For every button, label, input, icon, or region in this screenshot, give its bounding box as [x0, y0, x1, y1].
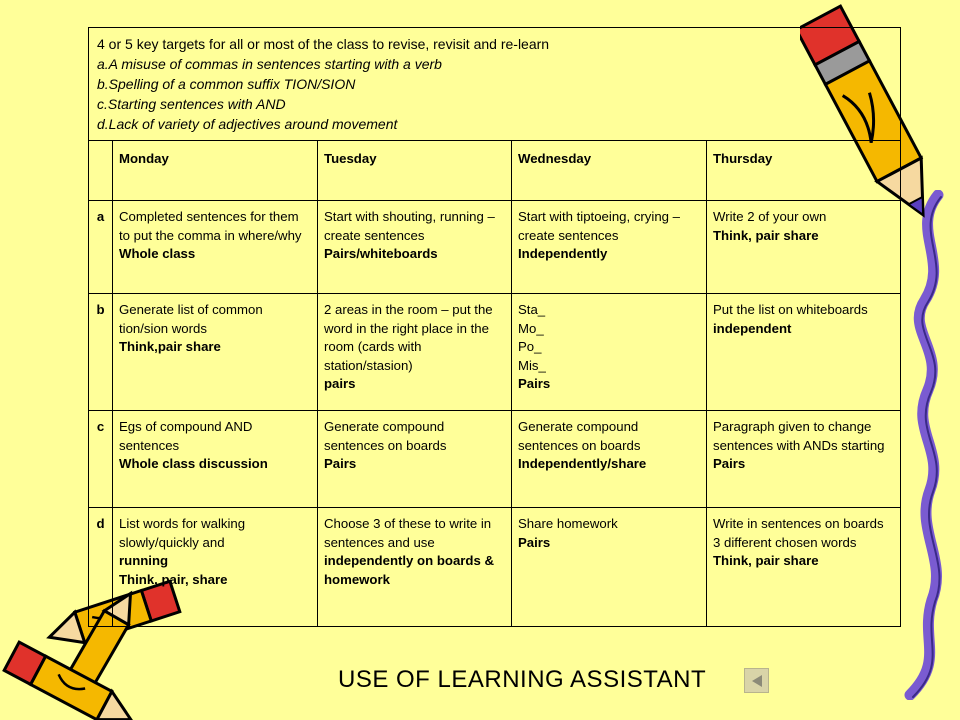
table-cell: Share homework Pairs	[512, 508, 707, 627]
table-cell: Generate compound sentences on boards Pairs	[318, 411, 512, 508]
table-cell: Put the list on whiteboards independent	[707, 294, 901, 411]
target-c: c.Starting sentences with AND	[97, 96, 286, 112]
day-header-tuesday: Tuesday	[318, 141, 512, 201]
table-cell: Write in sentences on boards 3 different chosen words Think, pair share	[707, 508, 901, 627]
row-label: c	[89, 411, 113, 508]
table-cell: Sta_ Mo_ Po_ Mis_ Pairs	[512, 294, 707, 411]
table-cell: 2 areas in the room – put the word in the right place in the room (cards with station/stasion) pairs	[318, 294, 512, 411]
row-label: b	[89, 294, 113, 411]
table-row	[89, 411, 901, 508]
back-button[interactable]	[744, 668, 769, 693]
table-row	[89, 201, 901, 294]
table-cell: Completed sentences for them to put the comma in where/why Whole class	[113, 201, 318, 294]
table-row	[89, 294, 901, 411]
table-cell: Start with tiptoeing, crying – create sentences Independently	[512, 201, 707, 294]
table-cell: Paragraph given to change sentences with ANDs starting Pairs	[707, 411, 901, 508]
day-header-monday: Monday	[113, 141, 318, 201]
table-cell: Write 2 of your own Think, pair share	[707, 201, 901, 294]
day-header-wednesday: Wednesday	[512, 141, 707, 201]
row-label: d	[89, 508, 113, 627]
targets-cell	[89, 28, 901, 141]
target-b: b.Spelling of a common suffix TION/SION	[97, 76, 356, 92]
table-cell: Generate compound sentences on boards Independently/share	[512, 411, 707, 508]
target-d: d.Lack of variety of adjectives around movement	[97, 116, 398, 132]
table-cell: Choose 3 of these to write in sentences and use independently on boards & homework	[318, 508, 512, 627]
target-a: a.A misuse of commas in sentences starting with a verb	[97, 56, 442, 72]
days-header-row	[89, 141, 901, 201]
table-cell: List words for walking slowly/quickly and running Think, pair, share	[113, 508, 318, 627]
table-row	[89, 508, 901, 627]
slide-footer-title: USE OF LEARNING ASSISTANT	[338, 666, 707, 693]
table-cell: Start with shouting, running – create sentences Pairs/whiteboards	[318, 201, 512, 294]
header-corner	[89, 141, 113, 201]
intro-row	[89, 28, 901, 141]
targets-heading: 4 or 5 key targets for all or most of the class to revise, revisit and re-learn	[97, 36, 550, 52]
table-cell: Generate list of common tion/sion words Think,pair share	[113, 294, 318, 411]
row-label: a	[89, 201, 113, 294]
lesson-plan-table	[88, 27, 901, 627]
table-cell: Egs of compound AND sentences Whole class discussion	[113, 411, 318, 508]
day-header-thursday: Thursday	[707, 141, 901, 201]
back-arrow-icon	[749, 673, 765, 689]
